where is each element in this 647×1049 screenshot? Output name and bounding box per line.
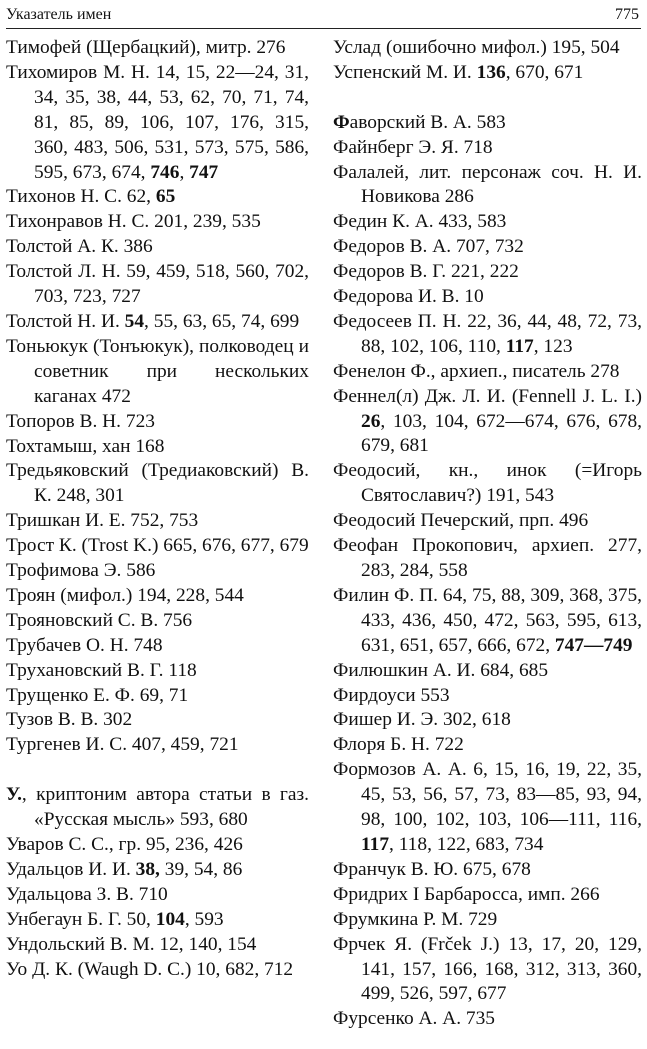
index-entry-text: Троян (мифол.) 194, 228, 544	[6, 584, 244, 606]
index-entry-text: Фенелон Ф., архиеп., писатель 278	[333, 360, 620, 382]
index-entry-text: Франчук В. Ю. 675, 678	[333, 858, 531, 880]
index-entry	[6, 310, 309, 335]
index-entry	[333, 61, 642, 86]
index-entry	[6, 185, 309, 210]
index-entry-text: ,	[179, 161, 190, 183]
index-entry	[6, 833, 309, 858]
index-entry-bold-ref: Ф	[333, 111, 350, 133]
index-entry-text: 39, 54, 86	[159, 858, 243, 880]
index-entry-text: Федин К. А. 433, 583	[333, 211, 507, 233]
index-entry	[333, 584, 642, 659]
index-entry-text: Трубачев О. Н. 748	[6, 634, 163, 656]
index-entry-bold-ref: 54	[124, 310, 145, 332]
index-entry-text: Фрумкина Р. М. 729	[333, 908, 498, 930]
running-title: Указатель имен	[6, 6, 112, 23]
index-entry	[333, 260, 642, 285]
index-entry	[6, 534, 309, 559]
index-entry-text: , 670, 671	[505, 61, 584, 83]
index-entry	[333, 758, 642, 858]
index-entry-text: Федосеев П. Н. 22, 36, 44, 48, 72, 73, 88, 102, 106, 110,	[333, 310, 642, 357]
index-entry-text: Трояновский С. В. 756	[6, 609, 193, 631]
index-entry-text: аворский В. А. 583	[349, 111, 506, 133]
index-entry-text: Филин Ф. П. 64, 75, 88, 309, 368, 375, 433, 436, 450, 472, 563, 595, 613, 631, 651, 657, 666, 672,	[333, 584, 642, 656]
index-entry	[333, 360, 642, 385]
index-entry	[6, 584, 309, 609]
index-entry-bold-ref: 117	[361, 833, 390, 855]
index-entry	[6, 410, 309, 435]
index-entry-text: Файнберг Э. Я. 718	[333, 136, 493, 158]
index-entry-text: Тоньюкук (Тонъюкук), полководец и советник при нескольких каганах 472	[6, 335, 309, 407]
index-entry-text: Удальцова З. В. 710	[6, 883, 168, 905]
index-entry-text: Трущенко Е. Ф. 69, 71	[6, 684, 189, 706]
index-entry-text: Федоров В. Г. 221, 222	[333, 261, 519, 283]
index-entry-bold-ref: 747	[189, 161, 219, 183]
index-entry-text: , 118, 122, 683, 734	[389, 833, 544, 855]
index-entry-text: Удальцов И. И.	[6, 858, 136, 880]
index-entry	[333, 858, 642, 883]
index-entry-text: Тургенев И. С. 407, 459, 721	[6, 734, 239, 756]
index-entry-bold-ref: 747—749	[554, 634, 633, 656]
index-entry	[6, 659, 309, 684]
index-entry	[333, 310, 642, 360]
index-entry	[6, 684, 309, 709]
index-entry	[6, 335, 309, 410]
index-entry	[6, 783, 309, 833]
index-entry	[6, 210, 309, 235]
index-entry-bold-ref: 117	[505, 335, 534, 357]
index-entry	[6, 933, 309, 958]
index-entry-bold-ref: 746	[150, 161, 180, 183]
index-entry	[333, 659, 642, 684]
index-entry-text: Трухановский В. Г. 118	[6, 659, 197, 681]
index-entry	[333, 285, 642, 310]
index-entry-text: Филюшкин А. И. 684, 685	[333, 659, 549, 681]
index-entry	[6, 36, 309, 61]
index-entry-text: , 103, 104, 672—674, 676, 678, 679, 681	[361, 410, 642, 457]
page-number: 775	[615, 6, 639, 23]
index-entry	[6, 559, 309, 584]
index-entry-text: Феодосий Печерский, прп. 496	[333, 510, 589, 532]
index-column-right	[333, 36, 642, 1032]
index-entry-text: Федорова И. В. 10	[333, 286, 484, 308]
index-entry-text: Федоров В. А. 707, 732	[333, 236, 524, 258]
index-entry-text: Тузов В. В. 302	[6, 709, 133, 731]
running-header	[6, 4, 641, 29]
index-entry	[333, 933, 642, 1008]
index-entry	[6, 733, 309, 758]
index-entry	[333, 385, 642, 460]
index-entry-text: Фридрих I Барбаросса, имп. 266	[333, 883, 600, 905]
index-entry	[333, 111, 642, 136]
index-entry-text: Тришкан И. Е. 752, 753	[6, 510, 199, 532]
index-entry	[333, 136, 642, 161]
index-entry-text: Формозов А. А. 6, 15, 16, 19, 22, 35, 45, 53, 56, 57, 73, 83—85, 93, 94, 98, 100, 102, 103, 106—111, 116,	[333, 759, 642, 831]
index-entry-text: Фурсенко А. А. 735	[333, 1008, 495, 1030]
index-entry-text: Тредьяковский (Тредиаковский) В. К. 248, 301	[6, 460, 309, 507]
index-entry	[333, 161, 642, 211]
index-entry-text: Фишер И. Э. 302, 618	[333, 709, 511, 731]
index-entry	[6, 509, 309, 534]
index-entry	[6, 235, 309, 260]
index-entry	[333, 908, 642, 933]
index-entry-text: Трофимова Э. 586	[6, 560, 156, 582]
index-entry	[6, 634, 309, 659]
index-entry	[6, 858, 309, 883]
index-entry-text: Феннел(л) Дж. Л. И. (Fennell J. L. I.)	[333, 385, 642, 407]
index-entry-text: Успенский М. И.	[333, 61, 477, 83]
index-entry-bold-ref: 38,	[135, 858, 160, 880]
index-entry-text: Уваров С. С., гр. 95, 236, 426	[6, 833, 243, 855]
index-entry	[6, 958, 309, 983]
letter-section-gap	[6, 758, 309, 783]
index-entry	[333, 459, 642, 509]
index-entry-text: Тохтамыш, хан 168	[6, 435, 165, 457]
index-entry-text: , 55, 63, 65, 74, 699	[144, 310, 300, 332]
index-entry-text: Трост К. (Trost K.) 665, 676, 677, 679	[6, 535, 309, 557]
index-entry	[333, 684, 642, 709]
index-entry-text: Услад (ошибочно мифол.) 195, 504	[333, 37, 620, 58]
index-entry	[6, 908, 309, 933]
index-entry	[333, 509, 642, 534]
index-entry-text: Ундольский В. М. 12, 140, 154	[6, 933, 257, 955]
index-entry-bold-ref: У.	[6, 784, 22, 806]
index-entry-text: Феодосий, кн., инок (=Игорь Святославич?) 191, 543	[333, 460, 642, 507]
index-entry	[333, 534, 642, 584]
index-entry-text: Унбегаун Б. Г. 50,	[6, 908, 156, 930]
index-entry-text: Фирдоуси 553	[333, 684, 450, 706]
index-entry-text: Тихонравов Н. С. 201, 239, 535	[6, 211, 261, 233]
index-entry	[6, 260, 309, 310]
index-entry	[6, 61, 309, 186]
index-column-left	[6, 36, 309, 982]
letter-section-gap	[333, 86, 642, 111]
index-entry	[6, 609, 309, 634]
index-entry	[333, 235, 642, 260]
index-entry-text: Фрчек Я. (Frček J.) 13, 17, 20, 129, 141, 157, 166, 168, 312, 313, 360, 499, 526, 597, 677	[333, 933, 642, 1005]
index-entry-text: Тимофей (Щербацкий), митр. 276	[6, 37, 286, 58]
index-entry	[6, 708, 309, 733]
index-entry	[333, 36, 642, 61]
index-entry-text: , 123	[533, 335, 573, 357]
index-entry-text: Толстой Л. Н. 59, 459, 518, 560, 702, 703, 723, 727	[6, 261, 309, 308]
index-entry-bold-ref: 26	[361, 410, 381, 432]
index-entry	[6, 883, 309, 908]
index-entry-bold-ref: 65	[155, 186, 176, 208]
index-entry-text: Тихомиров М. Н. 14, 15, 22—24, 31, 34, 35, 38, 44, 53, 62, 70, 71, 74, 81, 85, 89, 106, 107, 176, 315, 360, 483, 506, 531, 573, 575, 586, 595, 673, 674,	[6, 61, 309, 183]
index-entry-text: , 593	[184, 908, 224, 930]
index-entry	[333, 883, 642, 908]
index-entry-text: , криптоним автора статьи в газ. «Русская мысль» 593, 680	[21, 784, 309, 831]
index-entry	[333, 733, 642, 758]
index-entry-bold-ref: 136	[476, 61, 506, 83]
index-entry	[333, 210, 642, 235]
index-entry-bold-ref: 104	[155, 908, 185, 930]
index-entry-text: Топоров В. Н. 723	[6, 410, 155, 432]
index-entry-text: Уо Д. К. (Waugh D. C.) 10, 682, 712	[6, 958, 294, 980]
index-entry	[6, 459, 309, 509]
index-entry-text: Фалалей, лит. персонаж соч. Н. И. Новикова 286	[333, 161, 642, 208]
index-entry-text: Толстой Н. И.	[6, 310, 125, 332]
index-entry-text: Феофан Прокопович, архиеп. 277, 283, 284, 558	[333, 535, 642, 582]
index-entry-text: Тихонов Н. С. 62,	[6, 186, 156, 208]
index-entry-text: Толстой А. К. 386	[6, 236, 153, 258]
index-entry	[6, 435, 309, 460]
index-entry	[333, 708, 642, 733]
index-entry	[333, 1007, 642, 1032]
index-entry-text: Флоря Б. Н. 722	[333, 734, 464, 756]
